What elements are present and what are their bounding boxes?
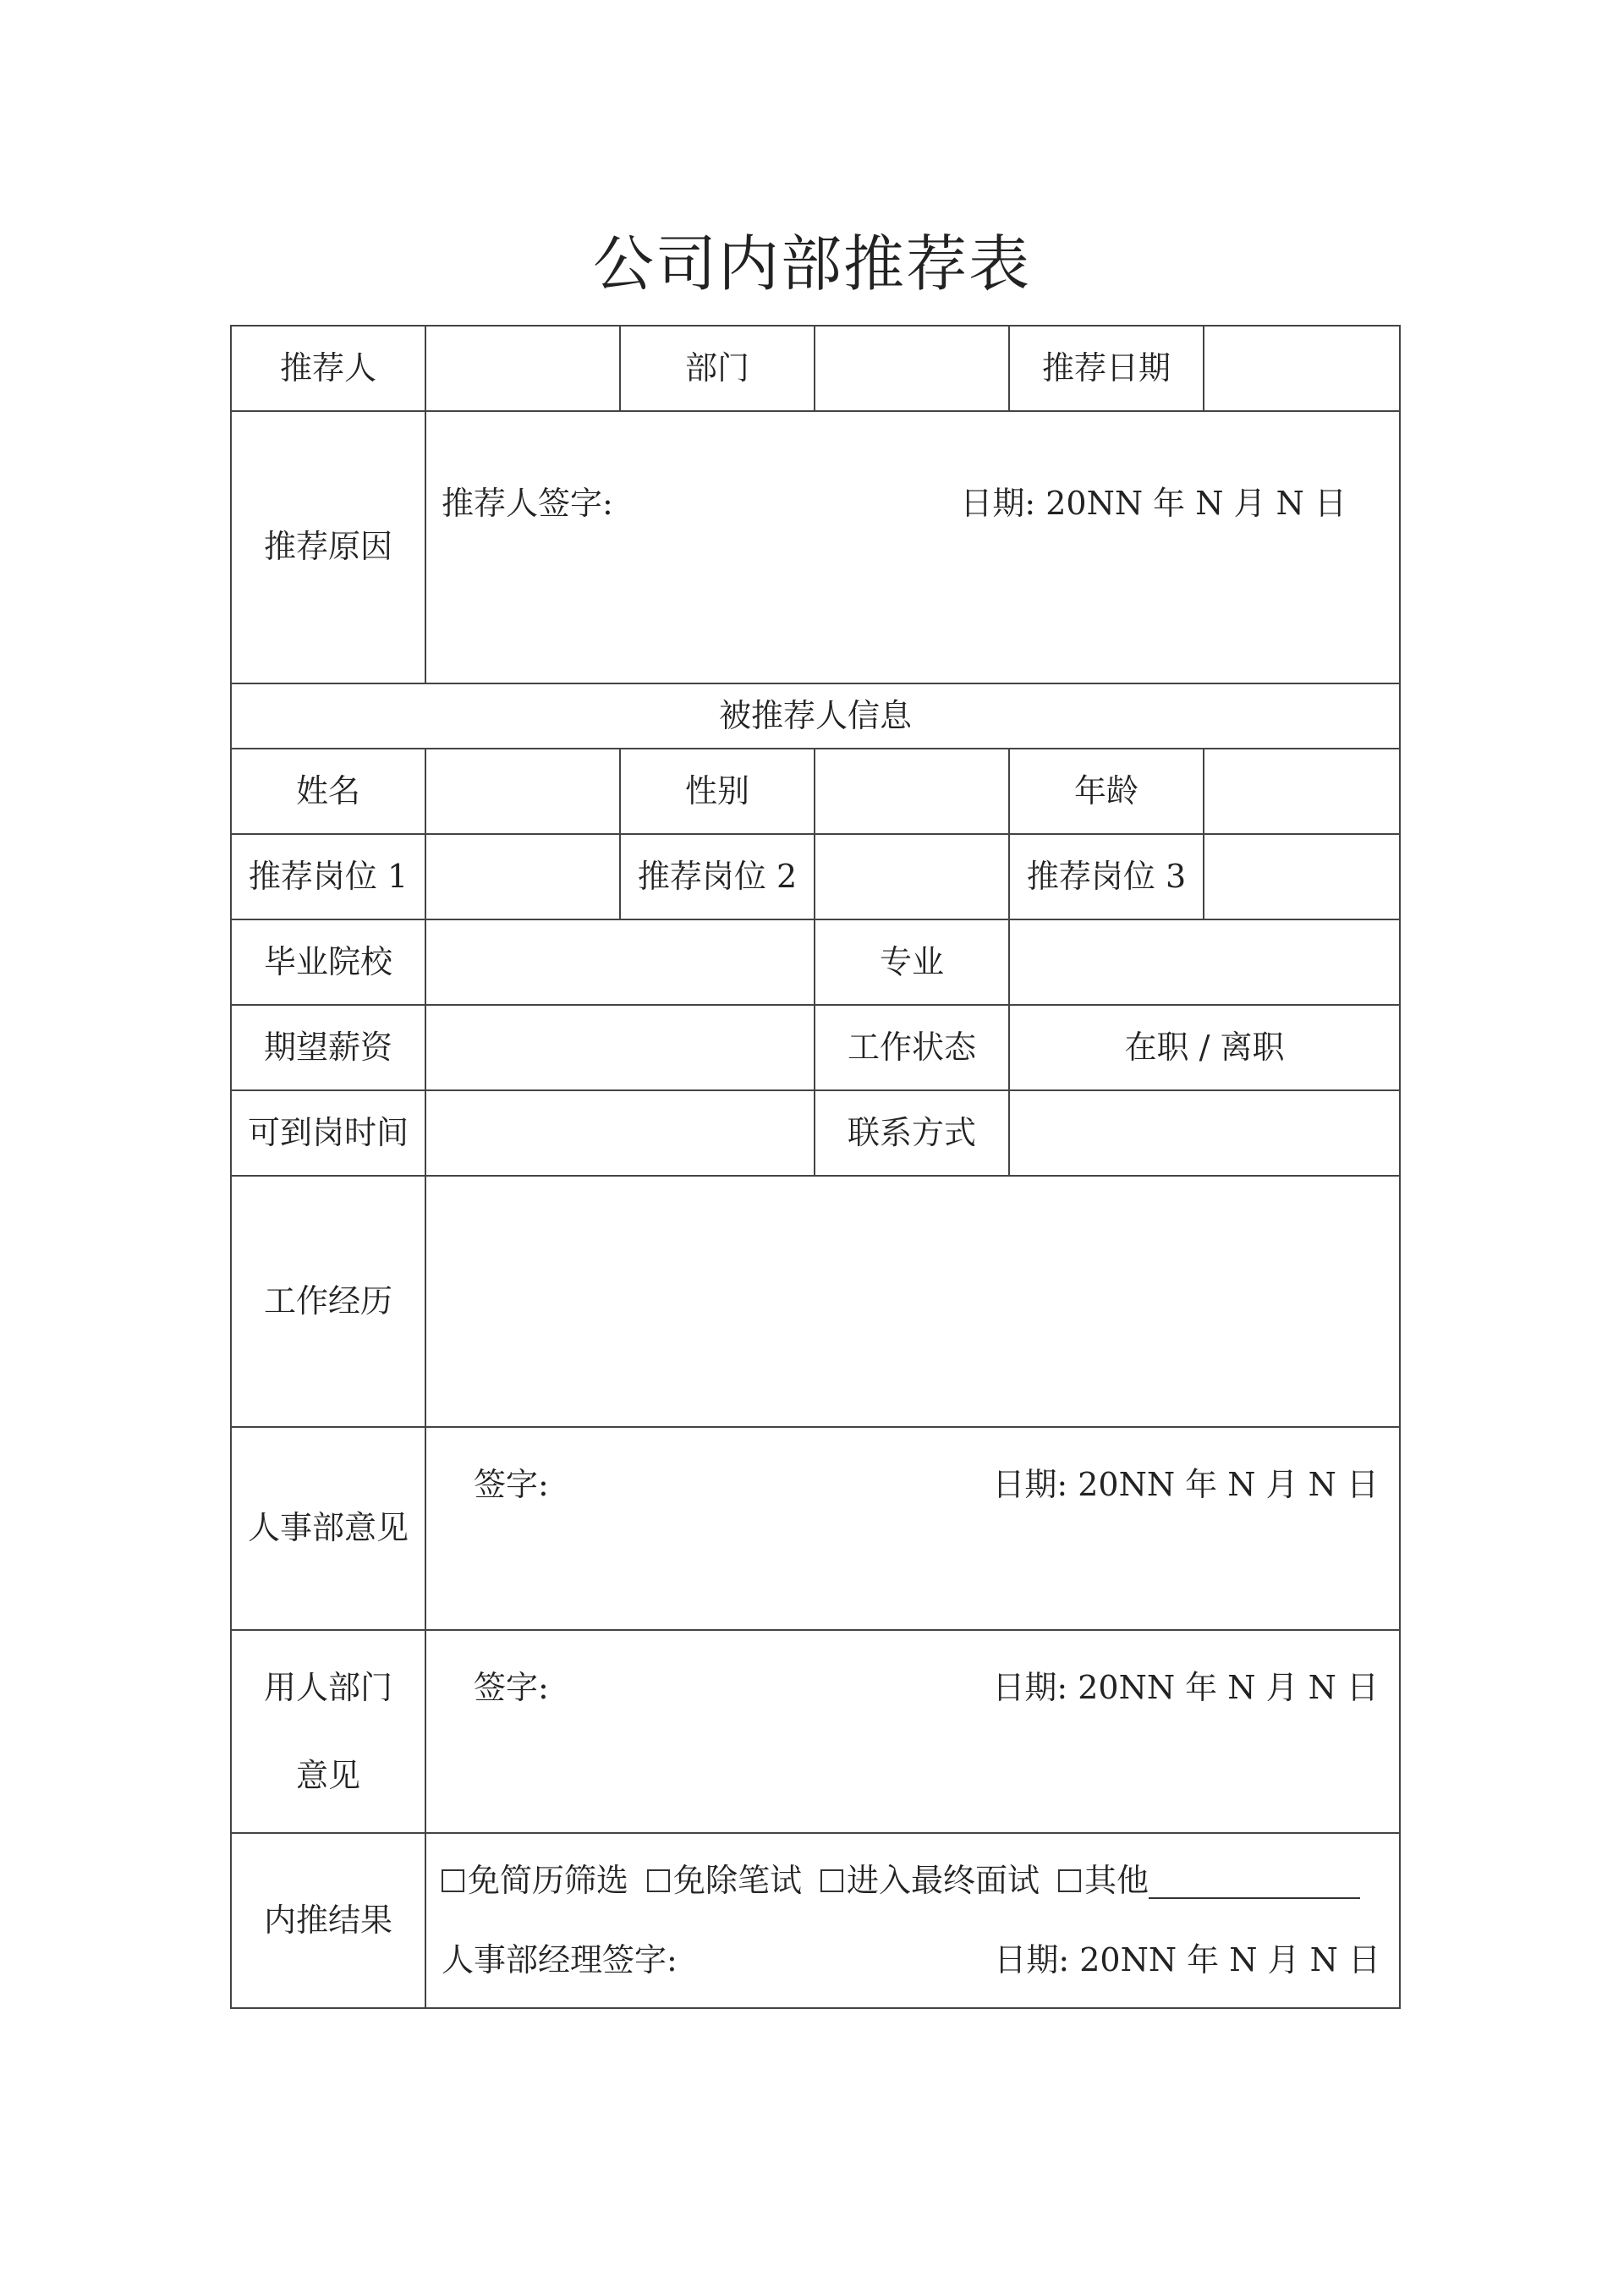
checkbox-icon[interactable] [820,1869,843,1892]
option-other[interactable] [1058,1860,1360,1902]
experience-row [231,1176,1400,1427]
hr-opinion-label: 人事部意见 [231,1427,425,1630]
other-blank-line[interactable] [1149,1863,1360,1899]
option-label: 进入最终面试 [847,1862,1040,1900]
available-time-field[interactable] [425,1090,815,1176]
position2-field[interactable] [815,834,1009,919]
referrer-field[interactable] [425,326,620,411]
checkbox-icon[interactable] [647,1869,670,1892]
dept-opinion-field[interactable] [425,1630,1400,1833]
dept-signature-label: 签字: [474,1669,549,1706]
reason-date-text: 日期: 20NN 年 N 月 N 日 [960,485,1347,522]
contact-label: 联系方式 [815,1090,1009,1176]
department-field[interactable] [815,326,1009,411]
result-signature-line [442,1940,1380,1981]
school-field[interactable] [425,919,815,1005]
dept-date-text: 日期: 20NN 年 N 月 N 日 [992,1669,1379,1706]
result-label: 内推结果 [231,1833,425,2008]
option-skip-resume[interactable] [442,1860,628,1902]
dept-opinion-label [231,1630,425,1833]
gender-label: 性别 [620,749,815,834]
referral-date-label: 推荐日期 [1009,326,1204,411]
candidate-section-row [231,683,1400,749]
result-options [442,1860,1380,1902]
positions-row [231,834,1400,919]
gender-field[interactable] [815,749,1009,834]
dept-opinion-label-line1: 用人部门 [263,1669,392,1706]
hr-manager-signature-label: 人事部经理签字: [442,1940,678,1978]
result-date-text: 日期: 20NN 年 N 月 N 日 [994,1940,1380,1978]
age-field[interactable] [1204,749,1400,834]
result-row [231,1833,1400,2008]
checkbox-icon[interactable] [442,1869,464,1892]
position3-label: 推荐岗位 3 [1009,834,1204,919]
contact-field[interactable] [1009,1090,1400,1176]
work-status-field[interactable]: 在职 / 离职 [1009,1005,1400,1090]
position2-label: 推荐岗位 2 [620,834,815,919]
hr-signature-label: 签字: [474,1466,549,1503]
referrer-row [231,326,1400,411]
option-label: 其他 [1084,1862,1149,1900]
name-label: 姓名 [231,749,425,834]
option-final-interview[interactable] [820,1860,1040,1902]
experience-field[interactable] [425,1176,1400,1427]
reason-field[interactable] [425,411,1400,683]
dept-opinion-row [231,1630,1400,1833]
reason-label: 推荐原因 [231,411,425,683]
candidate-section-title: 被推荐人信息 [231,683,1400,749]
name-field[interactable] [425,749,620,834]
age-label: 年龄 [1009,749,1204,834]
school-label: 毕业院校 [231,919,425,1005]
hr-opinion-field[interactable] [425,1427,1400,1630]
option-label: 免简历筛选 [468,1862,629,1900]
referral-date-field[interactable] [1204,326,1400,411]
referrer-label: 推荐人 [231,326,425,411]
form-title: 公司内部推荐表 [592,228,1031,299]
position3-field[interactable] [1204,834,1400,919]
dept-opinion-label-line2: 意见 [295,1757,360,1794]
available-time-label: 可到岗时间 [231,1090,425,1176]
education-row [231,919,1400,1005]
salary-label: 期望薪资 [231,1005,425,1090]
checkbox-icon[interactable] [1058,1869,1081,1892]
referral-form-table [230,325,1401,2009]
position1-label: 推荐岗位 1 [231,834,425,919]
experience-label: 工作经历 [231,1176,425,1427]
major-field[interactable] [1009,919,1400,1005]
hr-opinion-row [231,1427,1400,1630]
availability-row [231,1090,1400,1176]
candidate-basic-row [231,749,1400,834]
option-skip-written-test[interactable] [647,1860,802,1902]
hr-date-text: 日期: 20NN 年 N 月 N 日 [992,1466,1379,1503]
reason-row [231,411,1400,683]
work-status-label: 工作状态 [815,1005,1009,1090]
major-label: 专业 [815,919,1009,1005]
option-label: 免除笔试 [673,1862,803,1900]
result-field [425,1833,1400,2008]
salary-field[interactable] [425,1005,815,1090]
position1-field[interactable] [425,834,620,919]
department-label: 部门 [620,326,815,411]
referrer-signature-label: 推荐人签字: [442,485,613,522]
salary-row [231,1005,1400,1090]
